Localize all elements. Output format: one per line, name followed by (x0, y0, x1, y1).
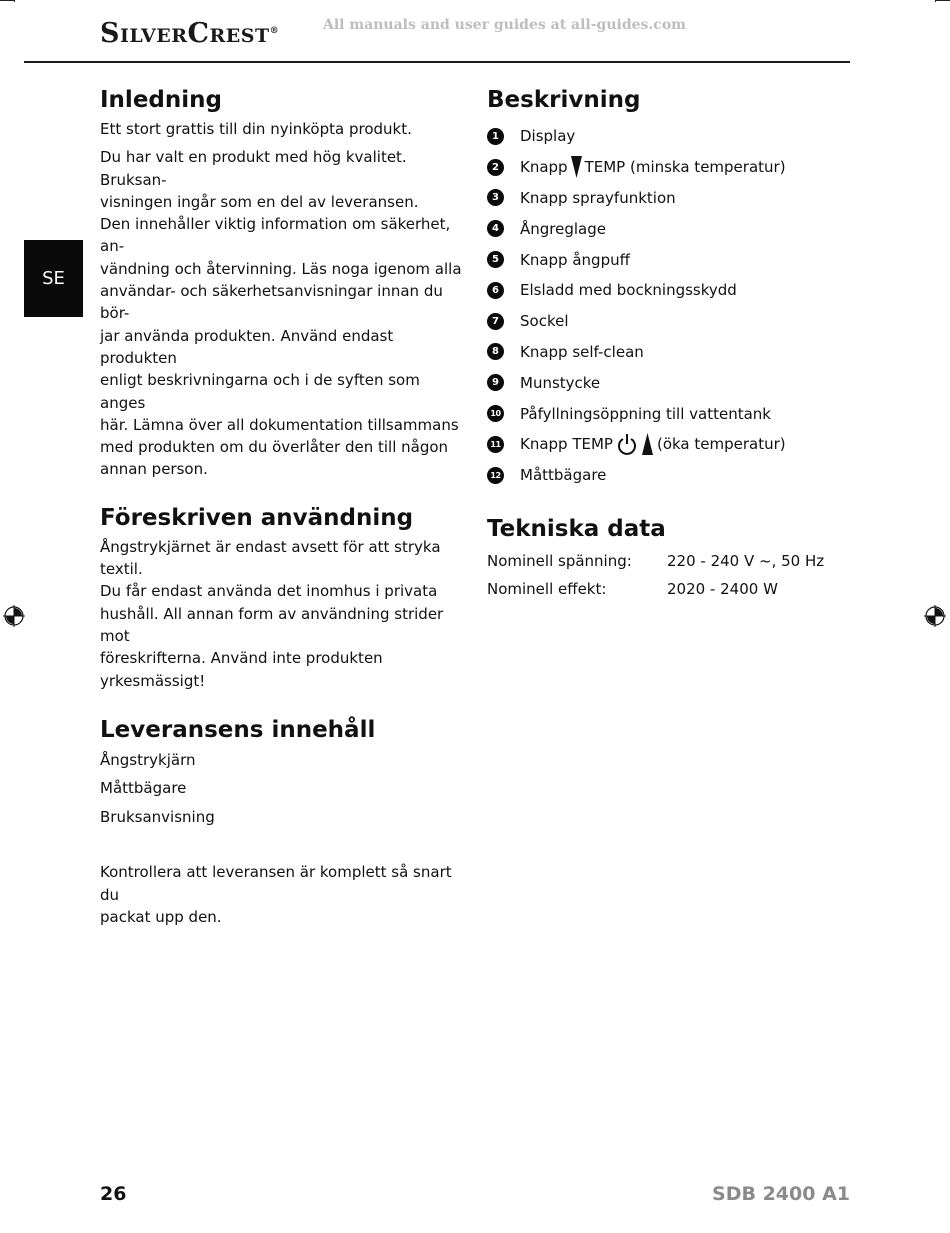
item-text: TEMP (minska temperatur) (584, 158, 786, 177)
item-text: Knapp ångpuff (520, 250, 630, 269)
list-item (487, 275, 837, 306)
temp-down-icon (571, 156, 582, 178)
list-item (487, 244, 837, 275)
text-line: Den innehåller viktig information om säkerhet, an- (100, 215, 451, 256)
number-badge: 1 (487, 128, 504, 145)
list-item (487, 306, 837, 337)
delivery-list (100, 746, 465, 832)
registration-mark-icon (3, 605, 25, 627)
text-line: enligt beskrivningarna och i de syften som anges (100, 371, 420, 412)
page-number: 26 (100, 1183, 127, 1205)
number-badge: 4 (487, 220, 504, 237)
list-item (487, 337, 837, 368)
spec-label: Nominell spänning: (487, 551, 632, 570)
delivery-note (100, 861, 465, 928)
number-badge: 3 (487, 189, 504, 206)
brand-name: SilverCrest (100, 18, 270, 49)
item-text: Knapp TEMP (520, 435, 613, 454)
text-line: jar använda produkten. Använd endast produkten (100, 326, 394, 367)
crop-mark (14, 0, 15, 2)
text-line: annan person. (100, 460, 208, 479)
item-text: Elsladd med bockningsskydd (520, 281, 737, 300)
text-line: föreskrifterna. Använd inte produkten yrkesmässigt! (100, 649, 383, 690)
number-badge: 10 (487, 405, 504, 422)
list-item (487, 460, 837, 491)
intro-paragraph-2 (100, 146, 465, 480)
item-text: Munstycke (520, 373, 601, 392)
spec-value: 2020 - 2400 W (667, 579, 778, 598)
right-column (487, 84, 837, 603)
text-line: användar- och säkerhetsanvisningar innan du bör- (100, 282, 443, 323)
technical-data-heading: Tekniska data (487, 515, 666, 542)
spec-value: 220 - 240 V ~, 50 Hz (667, 551, 825, 570)
intro-paragraph-1: Ett stort grattis till din nyinköpta produkt. (100, 120, 412, 138)
list-item (487, 398, 837, 429)
number-badge: 6 (487, 282, 504, 299)
crop-mark (0, 0, 14, 1)
text-line: visningen ingår som en del av leveransen. (100, 192, 419, 211)
number-badge: 9 (487, 374, 504, 391)
text-line: Du får endast använda det inomhus i privata (100, 582, 438, 601)
item-text: Knapp sprayfunktion (520, 188, 676, 207)
item-text: Display (520, 127, 576, 146)
text-line: Ångstrykjärnet är endast avsett för att stryka textil. (100, 537, 441, 579)
list-item (487, 121, 837, 152)
item-text: Knapp (520, 158, 568, 177)
list-item (487, 367, 837, 398)
list-item: Måttbägare (100, 779, 187, 798)
brand-logo (100, 18, 279, 49)
intended-use-paragraph (100, 536, 465, 692)
text-line: packat upp den. (100, 907, 222, 926)
text-line: vändning och återvinning. Läs noga igenom alla (100, 259, 462, 278)
list-item (487, 429, 837, 460)
item-text: Sockel (520, 312, 569, 331)
text-line: Kontrollera att leveransen är komplett så snart du (100, 863, 452, 904)
temp-up-icon (642, 433, 653, 455)
item-text: Måttbägare (520, 466, 607, 485)
text-line: hushåll. All annan form av användning strider mot (100, 604, 444, 645)
text-line: Du har valt en produkt med hög kvalitet. Bruksan- (100, 148, 407, 189)
list-item (487, 152, 837, 183)
item-text: Påfyllningsöppning till vattentank (520, 404, 771, 423)
header-rule (24, 61, 850, 63)
delivery-heading: Leveransens innehåll (100, 716, 376, 743)
crop-mark (935, 0, 936, 2)
language-tab: SE (24, 240, 83, 317)
list-item: Bruksanvisning (100, 807, 215, 826)
watermark: All manuals and user guides at all-guides.com (323, 17, 686, 33)
intended-use-heading: Föreskriven användning (100, 504, 414, 531)
text-line: här. Lämna över all dokumentation tillsammans (100, 415, 459, 434)
list-item (487, 183, 837, 214)
number-badge: 11 (487, 436, 504, 453)
list-item: Ångstrykjärn (100, 750, 196, 769)
list-item (487, 213, 837, 244)
spec-table (487, 547, 837, 603)
number-badge: 5 (487, 251, 504, 268)
number-badge: 8 (487, 343, 504, 360)
number-badge: 2 (487, 159, 504, 176)
power-icon (617, 433, 637, 455)
item-text: Knapp self-clean (520, 342, 644, 361)
registration-mark-icon (924, 605, 946, 627)
registered-mark: ® (269, 26, 280, 36)
spec-label: Nominell effekt: (487, 579, 607, 598)
spec-row (487, 547, 837, 575)
description-heading: Beskrivning (487, 87, 641, 113)
number-badge: 12 (487, 467, 504, 484)
number-badge: 7 (487, 313, 504, 330)
spec-row (487, 575, 837, 603)
left-column (100, 84, 465, 928)
model-number: SDB 2400 A1 (712, 1183, 850, 1205)
description-list (487, 121, 837, 491)
item-text: (öka temperatur) (656, 435, 786, 454)
intro-heading: Inledning (100, 87, 222, 113)
item-text: Ångreglage (520, 219, 606, 238)
crop-mark (936, 0, 950, 1)
text-line: med produkten om du överlåter den till någon (100, 438, 449, 457)
